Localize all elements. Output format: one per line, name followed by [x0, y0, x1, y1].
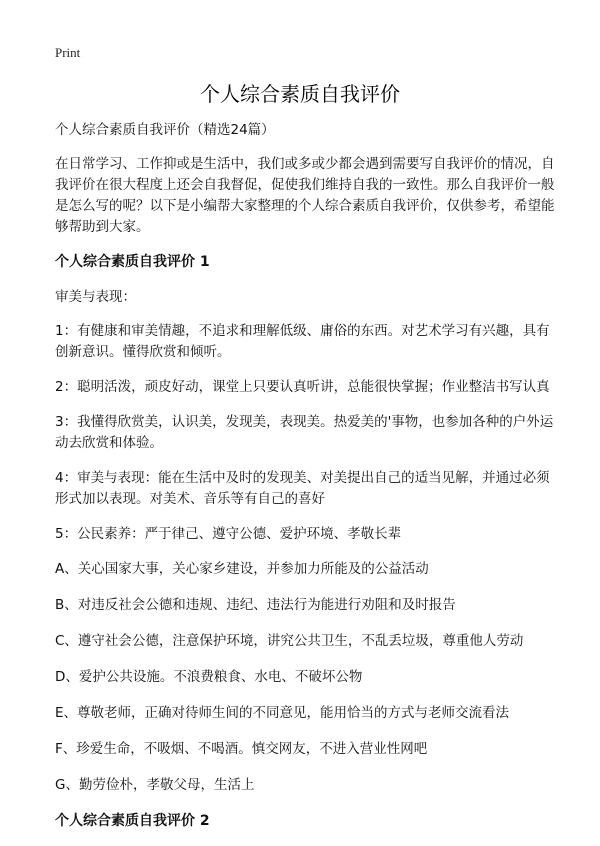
- list-item: 5：公民素养：严于律己、遵守公德、爱护环境、孝敬长辈: [55, 526, 402, 542]
- list-item: F、珍爱生命，不吸烟、不喝酒。慎交网友，不进入营业性网吧: [55, 741, 428, 757]
- list-item: 3：我懂得欣赏美，认识美，发现美，表现美。热爱美的'事物，也参加各种的户外运动去欣赏和体验。: [55, 414, 554, 451]
- intro-paragraph: 在日常学习、工作抑或是生活中，我们或多或少都会遇到需要写自我评价的情况，自我评价在很大程度上还会自我督促，促使我们维持自我的一致性。那么自我评价一般是怎么写的呢？以下是小编帮大家整理的个人综合素质自我评价，仅供参考，希望能够帮助到大家。: [55, 156, 555, 235]
- list-item: D、爱护公共设施。不浪费粮食、水电、不破坏公物: [55, 669, 363, 685]
- list-item: C、遵守社会公德，注意保护环境，讲究公共卫生，不乱丢垃圾，尊重他人劳动: [55, 633, 524, 649]
- section-heading-1: 个人综合素质自我评价 1: [55, 254, 210, 270]
- section-label: 审美与表现：: [55, 289, 136, 305]
- list-item: B、对违反社会公德和违规、违纪、违法行为能进行劝阻和及时报告: [55, 597, 456, 613]
- list-item: A、关心国家大事，关心家乡建设，并参加力所能及的公益活动: [55, 561, 429, 577]
- list-item: 1：有健康和审美情趣，不追求和理解低级、庸俗的东西。对艺术学习有兴趣，具有创新意识。懂得欣赏和倾听。: [55, 323, 550, 360]
- list-item: G、勤劳俭朴，孝敬父母，生活上: [55, 777, 255, 793]
- print-link[interactable]: Print: [55, 45, 81, 60]
- document-subtitle: 个人综合素质自我评价（精选24篇）: [55, 122, 275, 138]
- list-item: 4：审美与表现：能在生活中及时的发现美、对美提出自己的适当见解，并通过必须形式加以表现。对美术、音乐等有自己的喜好: [55, 470, 550, 507]
- section-heading-2: 个人综合素质自我评价 2: [55, 813, 210, 829]
- page-title: 个人综合素质自我评价: [200, 82, 400, 106]
- list-item: E、尊敬老师，正确对待师生间的不同意见，能用恰当的方式与老师交流看法: [55, 705, 510, 721]
- list-item: 2：聪明活泼，顽皮好动，课堂上只要认真听讲，总能很快掌握；作业整洁书写认真: [55, 379, 550, 395]
- document-body: [55, 120, 555, 846]
